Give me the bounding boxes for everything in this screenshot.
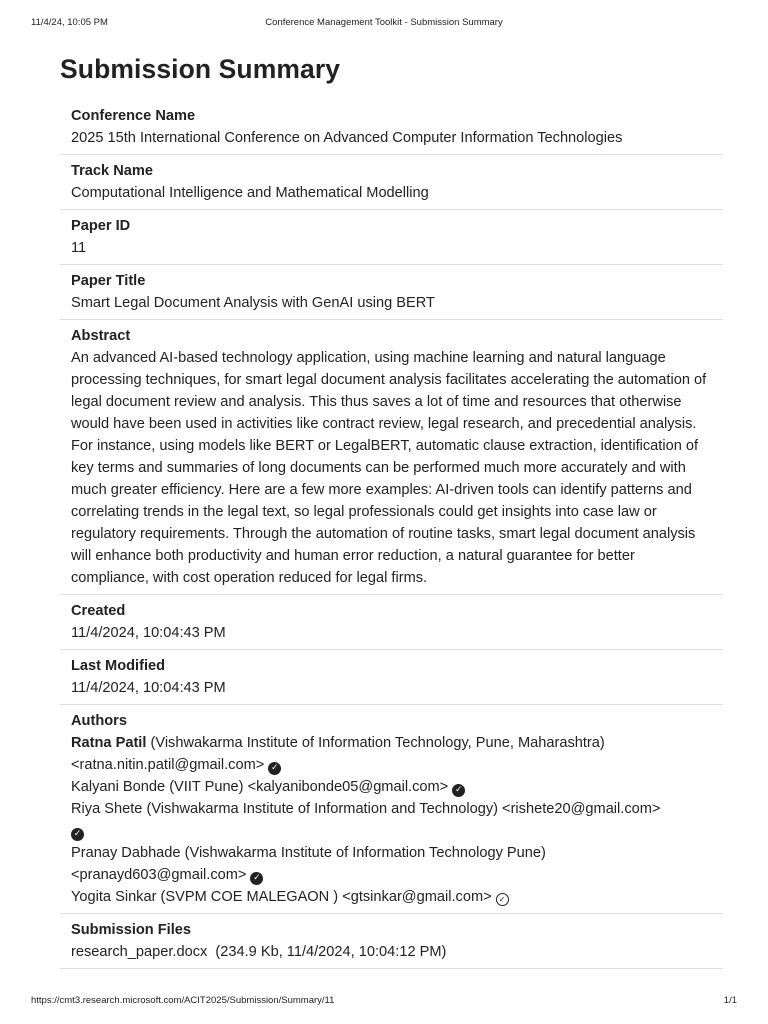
check-circle-outline-icon: ✓ bbox=[496, 893, 509, 906]
author-affiliation: (VIIT Pune) bbox=[169, 779, 244, 795]
field-value: 11 bbox=[71, 240, 87, 256]
field-paper-id bbox=[60, 210, 723, 265]
submission-summary bbox=[60, 100, 723, 969]
author-entry bbox=[71, 842, 712, 886]
field-abstract bbox=[60, 320, 723, 595]
field-label: Paper ID bbox=[71, 218, 131, 234]
field-label: Submission Files bbox=[71, 922, 192, 938]
author-entry bbox=[71, 776, 712, 798]
author-name: Kalyani Bonde bbox=[71, 779, 166, 795]
field-paper-title bbox=[60, 265, 723, 320]
field-authors bbox=[60, 705, 723, 914]
author-email: <gtsinkar@gmail.com> bbox=[342, 889, 492, 905]
field-label: Paper Title bbox=[71, 273, 146, 289]
check-circle-filled-icon: ✓ bbox=[452, 784, 465, 797]
field-label: Created bbox=[71, 603, 126, 619]
field-track-name bbox=[60, 155, 723, 210]
field-label: Track Name bbox=[71, 163, 153, 179]
check-circle-filled-icon: ✓ bbox=[250, 872, 263, 885]
check-circle-filled-icon: ✓ bbox=[71, 828, 84, 841]
check-circle-filled-icon: ✓ bbox=[268, 762, 281, 775]
abstract-text: An advanced AI-based technology application, using machine learning and natural language processing techniques, for smart legal document analysis facilitates accelerating the automation of legal document review and analysis. This thus saves a lot of time and resources that otherwise would have been used in activities like contract review, legal research, and precedential analysis. For instance, using models like BERT or LegalBERT, automatic clause extraction, identification of key terms and summaries of long documents can be performed much more accurately and with much greater efficiency. Here are a few more examples: AI-driven tools can identify patterns and correlating trends in the legal text, so legal professionals could get insights into case law or regulatory requirements. Through the automation of routine tasks, smart legal document analysis will enhance both productivity and human error reduction, a natural guarantee for better compliance, with cost operation reduced for legal firms. bbox=[71, 350, 707, 586]
field-value: Computational Intelligence and Mathematical Modelling bbox=[71, 185, 429, 201]
page-title: Submission Summary bbox=[60, 54, 341, 84]
print-page-count: 1/1 bbox=[723, 995, 737, 1006]
field-value: 11/4/2024, 10:04:43 PM bbox=[71, 625, 226, 641]
field-value: 2025 15th International Conference on Advanced Computer Information Technologies bbox=[71, 130, 623, 146]
author-email: <ratna.nitin.patil@gmail.com> bbox=[71, 757, 265, 773]
author-affiliation: (SVPM COE MALEGAON ) bbox=[160, 889, 339, 905]
field-value: 11/4/2024, 10:04:43 PM bbox=[71, 680, 226, 696]
author-email: <pranayd603@gmail.com> bbox=[71, 867, 247, 883]
field-label: Last Modified bbox=[71, 658, 166, 674]
author-name: Ratna Patil bbox=[71, 735, 147, 751]
print-document-title: Conference Management Toolkit - Submission Summary bbox=[265, 17, 503, 28]
author-email: <kalyanibonde05@gmail.com> bbox=[247, 779, 449, 795]
field-label: Authors bbox=[71, 713, 127, 729]
print-footer bbox=[31, 995, 737, 1009]
author-name: Yogita Sinkar bbox=[71, 889, 157, 905]
author-entry bbox=[71, 886, 712, 908]
field-label: Abstract bbox=[71, 328, 131, 344]
print-header bbox=[31, 17, 737, 31]
field-created bbox=[60, 595, 723, 650]
field-value: Smart Legal Document Analysis with GenAI using BERT bbox=[71, 295, 435, 311]
author-affiliation: (Vishwakarma Institute of Information and Technology) bbox=[146, 801, 498, 817]
author-affiliation: (Vishwakarma Institute of Information Technology, Pune, Maharashtra) bbox=[150, 735, 605, 751]
field-last-modified bbox=[60, 650, 723, 705]
author-affiliation: (Vishwakarma Institute of Information Technology Pune) bbox=[184, 845, 546, 861]
field-conference-name bbox=[60, 100, 723, 155]
print-url: https://cmt3.research.microsoft.com/ACIT2025/Submission/Summary/11 bbox=[31, 995, 335, 1006]
field-submission-files bbox=[60, 914, 723, 969]
author-email: <rishete20@gmail.com> bbox=[502, 801, 661, 817]
print-datetime: 11/4/24, 10:05 PM bbox=[31, 17, 108, 28]
submission-file-entry: research_paper.docx (234.9 Kb, 11/4/2024, 10:04:12 PM) bbox=[71, 944, 447, 960]
author-entry bbox=[71, 798, 712, 842]
field-label: Conference Name bbox=[71, 108, 196, 124]
author-name: Pranay Dabhade bbox=[71, 845, 181, 861]
author-entry bbox=[71, 732, 712, 776]
author-name: Riya Shete bbox=[71, 801, 143, 817]
